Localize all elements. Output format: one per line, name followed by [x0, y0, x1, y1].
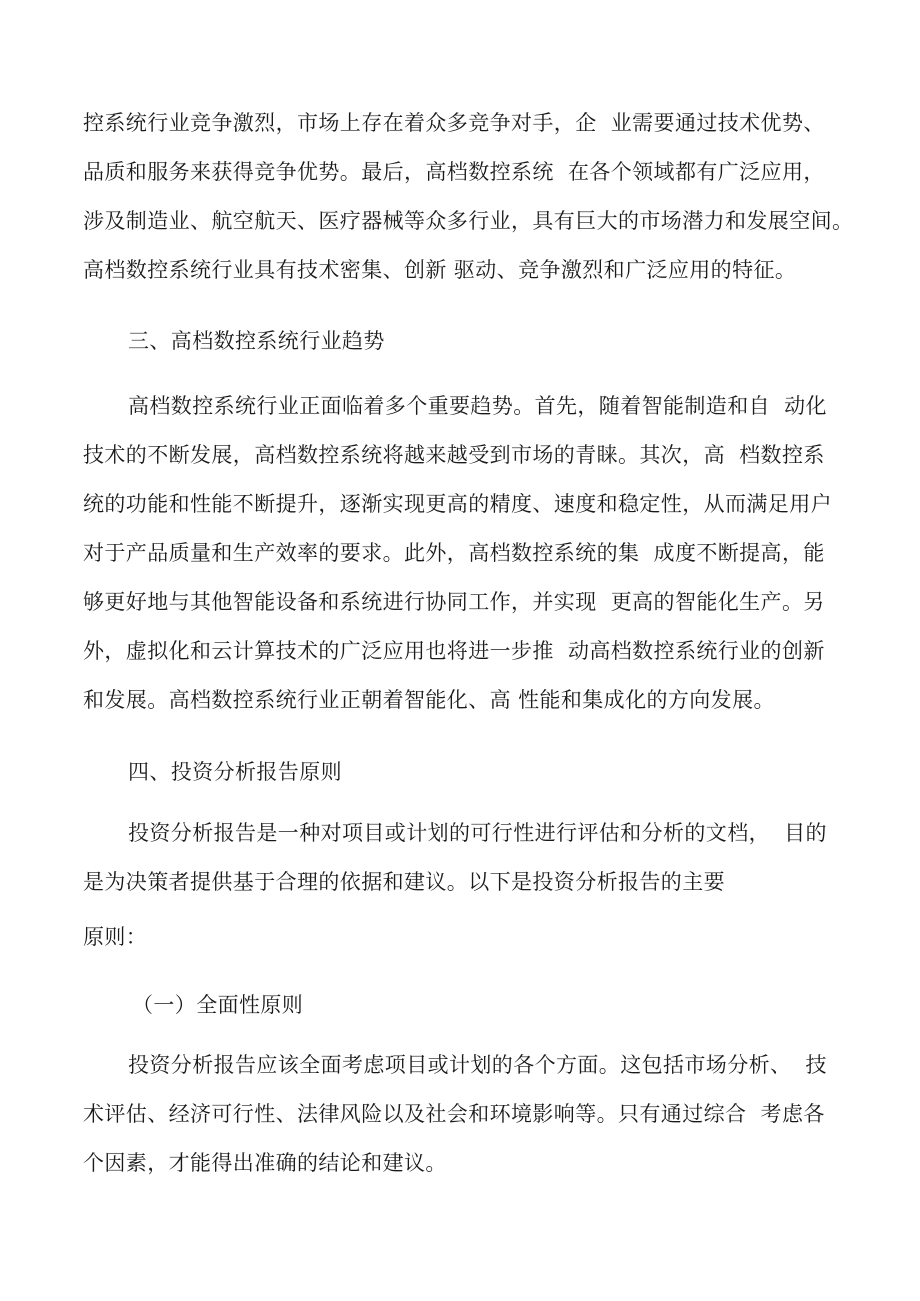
paragraph-line: 和发展。高档数控系统行业正朝着智能化、高 性能和集成化的方向发展。 — [83, 688, 775, 712]
paragraph-line: 是为决策者提供基于合理的依据和建议。以下是投资分析报告的主要 — [83, 870, 725, 894]
paragraph-line: 术评估、经济可行性、法律风险以及社会和环境影响等。只有通过综合 考虑各 — [83, 1102, 825, 1126]
paragraph-line: 够更好地与其他智能设备和系统进行协同工作，并实现 更高的智能化生产。另 — [83, 590, 825, 614]
section-heading: 四、投资分析报告原则 — [128, 760, 342, 784]
paragraph-line: 控系统行业竞争激烈，市场上存在着众多竞争对手，企 业需要通过技术优势、 — [83, 111, 825, 135]
subsection-heading: （一）全面性原则 — [132, 993, 304, 1017]
section-heading: 三、高档数控系统行业趋势 — [128, 329, 385, 353]
paragraph-line: 原则： — [83, 925, 148, 949]
paragraph-line: 品质和服务来获得竞争优势。最后，高档数控系统 在各个领域都有广泛应用， — [83, 160, 825, 184]
paragraph-line: 技术的不断发展，高档数控系统将越来越受到市场的青睐。其次，高 档数控系 — [83, 443, 825, 467]
paragraph-line: 统的功能和性能不断提升，逐渐实现更高的精度、速度和稳定性，从而满足用户 — [83, 492, 832, 516]
paragraph-line: 投资分析报告是一种对项目或计划的可行性进行评估和分析的文档， 目的 — [128, 821, 827, 845]
paragraph-line: 个因素，才能得出准确的结论和建议。 — [83, 1151, 447, 1175]
paragraph-line: 外，虚拟化和云计算技术的广泛应用也将进一步推 动高档数控系统行业的创新 — [83, 639, 825, 663]
paragraph-line: 涉及制造业、航空航天、医疗器械等众多行业，具有巨大的市场潜力和发展空间。 — [83, 209, 854, 233]
paragraph-line: 投资分析报告应该全面考虑项目或计划的各个方面。这包括市场分析、 技 — [128, 1053, 827, 1077]
paragraph-line: 对于产品质量和生产效率的要求。此外，高档数控系统的集 成度不断提高，能 — [83, 541, 825, 565]
paragraph-line: 高档数控系统行业具有技术密集、创新 驱动、竞争激烈和广泛应用的特征。 — [83, 258, 797, 282]
paragraph-line: 高档数控系统行业正面临着多个重要趋势。首先，随着智能制造和自 动化 — [128, 394, 827, 418]
